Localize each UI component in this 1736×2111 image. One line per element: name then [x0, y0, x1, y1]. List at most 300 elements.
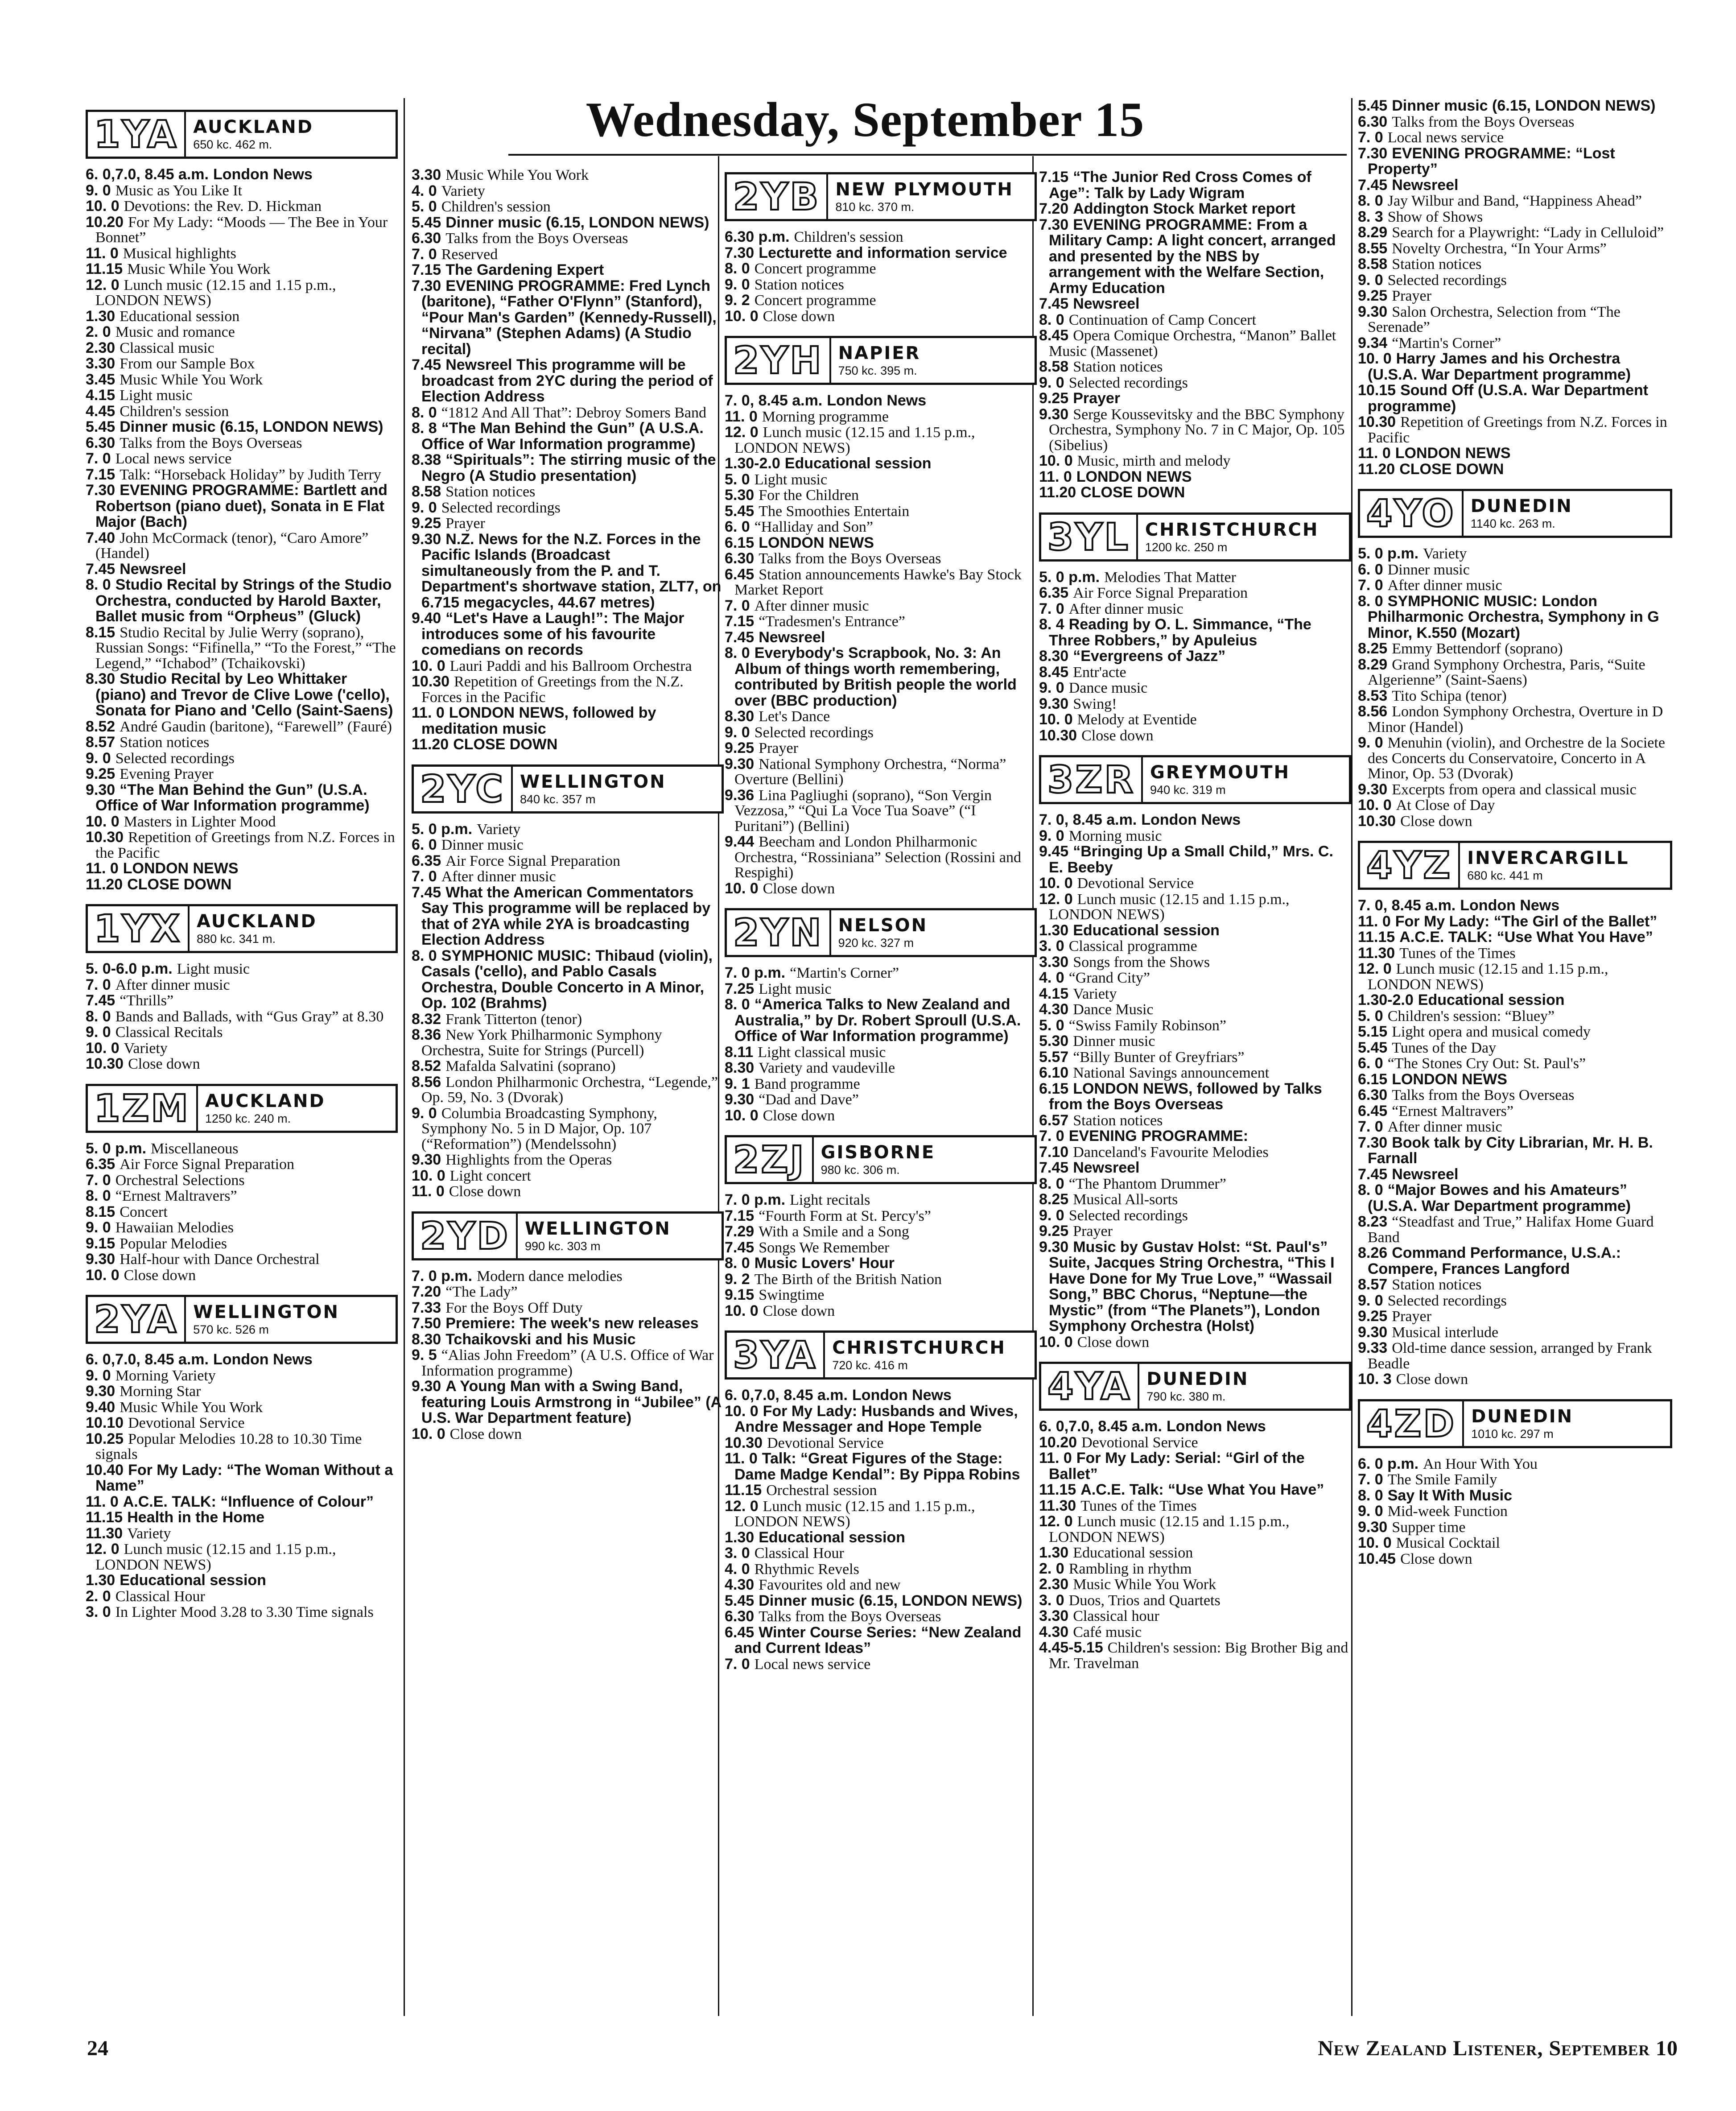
station-callsign: 3ZR [1041, 757, 1143, 802]
programme-item [1358, 335, 1672, 351]
programme-item [1358, 797, 1672, 814]
station-frequency: 1200 kc. 250 m [1145, 540, 1228, 554]
programme-item [1358, 462, 1672, 478]
programme-title: Newsreel [1392, 176, 1459, 194]
programme-item [725, 1045, 1037, 1061]
programme-time: 10. 0 [86, 1266, 120, 1284]
programme-title: “The Man Behind the Gun” (A U.S.A. Office of War Information programme) [421, 420, 704, 453]
programme-title: Station notices [1392, 256, 1482, 273]
programme-title: Orchestral session [766, 1482, 877, 1499]
programme-title: Musical All-sorts [1073, 1191, 1178, 1208]
programme-item [86, 1173, 398, 1189]
station-city: AUCKLAND [205, 1091, 326, 1111]
programme-title: Newsreel [120, 560, 186, 578]
programme-item [412, 737, 724, 753]
programme-time: 11. 0 [412, 704, 445, 721]
programme-time: 10.45 [1358, 1550, 1396, 1567]
programme-time: 10. 0 [1358, 1534, 1392, 1551]
programme-title: Lauri Paddi and his Ballroom Orchestra [449, 657, 692, 674]
programme-item [725, 229, 1037, 245]
programme-time: 7.20 [412, 1283, 441, 1300]
programme-title: Reserved [441, 246, 498, 263]
programme-title: Tunes of the Times [1399, 945, 1516, 962]
programme-title: Dinner music (6.15, LONDON NEWS) [445, 214, 709, 231]
programme-title: LONDON NEWS [1395, 445, 1511, 462]
programme-item [86, 340, 398, 356]
station-frequency: 570 kc. 526 m [193, 1323, 269, 1336]
programme-time: 7.30 [412, 277, 441, 294]
station-callsign: 1YX [88, 906, 190, 951]
programme-item [412, 705, 724, 737]
programme-item [725, 1545, 1037, 1562]
station-city: DUNEDIN [1470, 496, 1573, 516]
programme-time: 9. 2 [725, 1270, 750, 1288]
programme-title: Music Lovers' Hour [754, 1255, 895, 1272]
programme-item [1358, 1504, 1672, 1520]
programme-title: Melody at Eventide [1077, 711, 1197, 728]
programme-time: 7. 0 [1039, 1128, 1064, 1144]
programme-item [725, 1303, 1037, 1319]
programme-title: Prayer [1073, 1223, 1113, 1239]
programme-title: Modern dance melodies [477, 1268, 623, 1285]
programme-title: Lunch music (12.15 and 1.15 p.m., LONDON NEWS) [734, 1498, 975, 1530]
programme-time: 7.30 [1039, 216, 1069, 233]
programme-title: Children's session [120, 403, 229, 420]
station-info [1138, 515, 1349, 559]
programme-time: 9.25 [412, 515, 441, 532]
programme-item [86, 277, 398, 309]
programme-item [725, 834, 1037, 881]
programme-time: 9.15 [86, 1235, 115, 1252]
station-info [186, 1297, 396, 1342]
programme-time: 8. 0 [725, 644, 750, 661]
programme-time: 10.30 [1358, 812, 1396, 830]
station-info [814, 1137, 1035, 1182]
programme-time: 9. 0 [86, 1367, 111, 1384]
programme-time: 11.20 [412, 736, 449, 753]
programme-time: 5.30 [1039, 1033, 1069, 1049]
programme-item [1358, 209, 1672, 225]
programme-time: 8.25 [1358, 640, 1388, 657]
programme-item [1358, 1277, 1672, 1293]
programme-time: 7. 0 [1039, 600, 1064, 617]
programme-time: 6.45 [725, 1624, 755, 1641]
programme-item [86, 577, 398, 625]
programme-time: 9. 0 [412, 499, 437, 516]
programme-item [412, 658, 724, 674]
station-frequency: 840 kc. 357 m [520, 792, 596, 806]
programme-time: 9.30 [86, 1251, 115, 1268]
programme-time: 10. 0 [725, 1107, 759, 1124]
programme-title: Music as You Like It [115, 182, 243, 199]
programme-time: 10. 0 [725, 880, 759, 897]
programme-time: 6.35 [86, 1156, 115, 1173]
programme-time: 9.44 [725, 833, 755, 850]
programme-title: Light music [759, 980, 832, 997]
programme-title: Station announcements Hawke's Bay Stock Market Report [734, 566, 1022, 598]
programme-title: Variety [477, 821, 521, 838]
programme-item [86, 1368, 398, 1384]
programme-title: Favourites old and new [759, 1577, 901, 1593]
programme-title: Music, mirth and melody [1077, 453, 1231, 469]
programme-title: Local news service [115, 450, 232, 467]
programme-time: 8. 0 [86, 576, 111, 593]
station-callsign: 4YO [1360, 491, 1464, 536]
programme-title: Close down [1400, 1550, 1472, 1567]
programme-title: Melodies That Matter [1104, 569, 1236, 586]
programme-time: 11.20 [86, 876, 123, 893]
programme-time: 8.52 [412, 1058, 441, 1074]
programme-time: 9.36 [725, 786, 755, 804]
programme-item [725, 504, 1037, 520]
programme-item [725, 1609, 1037, 1625]
station-4ya-continued [1358, 98, 1672, 477]
programme-item [725, 261, 1037, 277]
programme-title: Let's Dance [759, 708, 830, 725]
programme-item [412, 532, 724, 611]
programme-time: 6. 0,7.0, 8.45 a.m. [86, 166, 209, 183]
programme-title: A.C.E. TALK: “Influence of Colour” [123, 1493, 374, 1510]
programme-title: Novelty Orchestra, “In Your Arms” [1392, 240, 1607, 257]
programme-item [725, 519, 1037, 535]
programme-title: Sound Off (U.S.A. War Department programme) [1368, 382, 1649, 415]
programme-item [725, 487, 1037, 504]
programme-item [412, 1347, 724, 1379]
programme-title: Station notices [1392, 1277, 1482, 1293]
programme-time: 10.30 [86, 829, 124, 846]
programme-item [86, 1415, 398, 1431]
programme-item [1039, 1160, 1351, 1176]
programme-title: Light music [177, 961, 250, 977]
programme-item [1358, 1520, 1672, 1536]
programme-time: 7.15 [725, 1207, 755, 1224]
programme-time: 1.30-2.0 [1358, 991, 1414, 1008]
programme-item [412, 167, 724, 183]
programme-title: Tchaikovski and his Music [445, 1330, 636, 1348]
programme-time: 3.45 [86, 371, 115, 388]
programme-item [1358, 304, 1672, 335]
programme-item [1039, 1018, 1351, 1034]
programme-time: 10. 0 [1358, 350, 1392, 367]
programme-title: Beecham and London Philharmonic Orchestra, “Rossiniana” Selection (Rossini and Respighi) [734, 834, 1022, 881]
programme-title: “Ernest Maltravers” [1392, 1103, 1514, 1120]
station-header [1039, 755, 1351, 804]
programme-title: Prayer [1392, 1308, 1431, 1325]
programme-item [1039, 649, 1351, 665]
programme-time: 1.30 [1039, 1544, 1069, 1561]
programme-item [1358, 1245, 1672, 1277]
programme-title: Close down [449, 1183, 521, 1200]
station-callsign: 4YA [1041, 1364, 1139, 1409]
programme-time: 4.30 [1039, 1001, 1069, 1018]
programme-time: 11.30 [1039, 1497, 1076, 1514]
programme-item [1358, 98, 1672, 114]
programme-item [86, 861, 398, 877]
programme-title: Harry James and his Orchestra (U.S.A. War Department programme) [1368, 350, 1631, 383]
station-city: WELLINGTON [525, 1218, 671, 1239]
programme-title: Air Force Signal Preparation [1073, 585, 1248, 601]
programme-time: 7.30 [1358, 1134, 1388, 1151]
programme-time: 6. 0 [1358, 1055, 1383, 1072]
programme-item [1358, 657, 1672, 688]
programme-time: 8.25 [1039, 1191, 1069, 1208]
programme-time: 7.45 [1358, 176, 1388, 194]
station-frequency: 980 kc. 306 m. [821, 1163, 900, 1177]
programme-title: Bands and Ballads, with “Gus Gray” at 8.30 [115, 1008, 384, 1025]
programme-item [86, 1025, 398, 1041]
programme-time: 9.30 [1039, 405, 1069, 423]
programme-time: 6. 0 p.m. [1358, 1455, 1419, 1472]
programme-time: 10. 0 [1039, 452, 1073, 469]
programme-time: 7.30 [86, 482, 115, 499]
station-header [412, 764, 724, 814]
programme-title: Variety and vaudeville [759, 1060, 895, 1076]
programme-item [1358, 1024, 1672, 1040]
programme-title: Selected recordings [1068, 374, 1188, 391]
programme-item [1358, 1535, 1672, 1551]
programme-time: 6.57 [1039, 1111, 1069, 1129]
station-frequency: 920 kc. 327 m [838, 936, 914, 950]
programme-item [86, 246, 398, 262]
programme-title: “Ernest Maltravers” [115, 1188, 237, 1204]
programme-time: 11. 0 [725, 1450, 758, 1467]
programme-time: 11. 0 [412, 1183, 445, 1200]
programme-title: Winter Course Series: “New Zealand and Current Ideas” [734, 1624, 1022, 1657]
programme-item [1039, 1608, 1351, 1624]
programme-item [1358, 1040, 1672, 1056]
programme-title: Devotional Service [1077, 875, 1194, 892]
programme-item [1358, 1488, 1672, 1504]
programme-item [1358, 1056, 1672, 1072]
programme-title: Children's session: “Bluey” [1387, 1008, 1555, 1025]
programme-title: Addington Stock Market report [1073, 200, 1295, 217]
programme-item [1039, 1049, 1351, 1066]
programme-item [412, 885, 724, 948]
programme-item [1039, 923, 1351, 939]
station-frequency: 1010 kc. 297 m [1471, 1427, 1554, 1441]
station-frequency: 990 kc. 303 m [525, 1239, 601, 1253]
programme-time: 7.15 [1039, 169, 1069, 186]
programme-title: Classical programme [1068, 938, 1197, 954]
programme-time: 10.10 [86, 1414, 124, 1431]
station-frequency: 810 kc. 370 m. [835, 200, 915, 214]
programme-time: 7. 0 [725, 597, 750, 614]
programme-time: 11.15 [86, 260, 123, 277]
programme-time: 10. 0 [412, 657, 445, 674]
programme-item [725, 1562, 1037, 1578]
station-2ya-continued [412, 167, 724, 753]
programme-time: 7.10 [1039, 1143, 1069, 1161]
programme-item [86, 404, 398, 420]
station-city: NEW PLYMOUTH [835, 179, 1014, 200]
programme-item [1039, 169, 1351, 201]
programme-time: 10.30 [412, 673, 450, 690]
programme-time: 11. 0 [1358, 913, 1391, 930]
programme-item [86, 1541, 398, 1573]
station-3yl [1039, 512, 1351, 744]
programme-title: Studio Recital by Strings of the Studio Orchestra, conducted by Harold Baxter, Ballet music from “Orpheus” (Gluck) [95, 576, 392, 625]
column-4 [1039, 169, 1351, 1671]
programme-item [1358, 1182, 1672, 1214]
programme-time: 9. 0 [86, 1024, 111, 1041]
programme-item [412, 1332, 724, 1348]
programme-time: 10.25 [86, 1430, 124, 1447]
programme-title: LONDON NEWS [1076, 468, 1192, 485]
programme-title: Variety [124, 1040, 168, 1057]
programme-time: 9.30 [1358, 1323, 1388, 1341]
programme-item [725, 1208, 1037, 1224]
station-city: GISBORNE [821, 1142, 936, 1163]
programme-title: Salon Orchestra, Selection from “The Serenade” [1368, 303, 1621, 335]
programme-title: Variety [1423, 545, 1467, 562]
station-1zm [86, 1084, 398, 1284]
programme-item [412, 853, 724, 869]
programme-title: Lecturette and information service [759, 244, 1007, 261]
programme-item [1039, 391, 1351, 407]
station-frequency: 1250 kc. 240 m. [205, 1111, 291, 1125]
programme-item [86, 372, 398, 388]
programme-item [86, 467, 398, 483]
programme-title: After dinner music [115, 976, 230, 993]
programme-item [1039, 1561, 1351, 1577]
programme-item [86, 735, 398, 751]
programme-time: 5. 0-6.0 p.m. [86, 960, 173, 977]
programme-item [1039, 1334, 1351, 1351]
programme-time: 8.36 [412, 1026, 441, 1043]
programme-time: 5. 0 [412, 198, 437, 215]
programme-item [1358, 814, 1672, 830]
programme-item [1358, 114, 1672, 130]
station-callsign: 2YD [414, 1214, 518, 1258]
programme-title: Menuhin (violin), and Orchestre de la Societe des Concerts du Conservatoire, Concerto in A Minor, Op. 53 (Dvorak) [1368, 735, 1665, 782]
programme-time: 9.25 [1358, 287, 1388, 304]
programme-time: 7. 0 [1358, 577, 1383, 594]
programme-item [1039, 617, 1351, 649]
programme-time: 8. 0 [86, 1187, 111, 1204]
station-info [1143, 757, 1349, 802]
station-callsign: 2YA [88, 1297, 186, 1342]
programme-title: Close down [763, 880, 835, 897]
programme-title: Miscellaneous [151, 1140, 239, 1157]
programme-time: 4. 0 [725, 1560, 750, 1578]
programme-item [412, 357, 724, 405]
programme-time: 8. 0 [725, 260, 750, 277]
programme-time: 5. 0 p.m. [86, 1140, 147, 1157]
programme-time: 9.25 [86, 765, 115, 782]
programme-title: Mid-week Function [1387, 1503, 1508, 1520]
programme-time: 6.30 [725, 1608, 755, 1625]
programme-time: 7.50 [412, 1315, 441, 1332]
programme-time: 8.58 [412, 483, 441, 500]
programme-time: 9. 0 [1039, 1206, 1064, 1224]
programme-item [1039, 201, 1351, 217]
programme-item [1039, 485, 1351, 501]
station-header [1039, 1362, 1351, 1411]
station-city: GREYMOUTH [1150, 762, 1291, 783]
programme-item [1358, 546, 1672, 562]
programme-item [725, 1593, 1037, 1609]
programme-item [1039, 712, 1351, 728]
programme-title: Talk: “Great Figures of the Stage: Dame Madge Kendal”: By Pippa Robins [734, 1450, 1020, 1483]
programme-title: Educational session [120, 1572, 266, 1589]
programme-time: 3.30 [1039, 1607, 1069, 1624]
programme-item [725, 309, 1037, 325]
programme-title: Tunes of the Times [1080, 1497, 1197, 1514]
station-city: CHRISTCHURCH [832, 1338, 1006, 1358]
programme-time: 7.45 [1358, 1165, 1388, 1183]
programme-item [412, 1074, 724, 1106]
programme-item [725, 1499, 1037, 1530]
programme-item [1039, 407, 1351, 454]
station-header [86, 110, 398, 159]
programme-title: Talks from the Boys Overseas [759, 1608, 941, 1625]
station-info [186, 112, 396, 157]
programme-item [86, 167, 398, 183]
programme-title: Lunch music (12.15 and 1.15 p.m., LONDON NEWS) [1049, 1513, 1290, 1545]
station-frequency: 940 kc. 319 m [1150, 783, 1226, 797]
programme-title: Masters in Lighter Mood [124, 813, 276, 830]
programme-title: Songs from the Shows [1073, 954, 1210, 971]
programme-time: 2. 0 [1039, 1560, 1064, 1577]
column-1 [86, 98, 398, 1620]
programme-time: 8.26 [1358, 1244, 1388, 1261]
station-callsign: 2YN [727, 910, 831, 955]
programme-time: 11. 0 [86, 860, 119, 877]
programme-time: 6.35 [1039, 584, 1069, 601]
station-info [1464, 1401, 1670, 1446]
programme-time: 8. 4 [1039, 616, 1064, 633]
programme-item [86, 1384, 398, 1400]
programme-item [86, 198, 398, 215]
programme-time: 9.30 [412, 1378, 441, 1395]
programme-time: 8.52 [86, 718, 115, 735]
programme-item [1039, 1577, 1351, 1593]
programme-time: 5.45 [725, 502, 755, 520]
programme-item [86, 877, 398, 893]
programme-item [1039, 1593, 1351, 1609]
programme-item [725, 1388, 1037, 1404]
programme-title: Rhythmic Revels [754, 1561, 859, 1578]
programme-time: 9. 0 [1358, 1292, 1383, 1309]
programme-time: 5.15 [1358, 1023, 1388, 1040]
programme-time: 9.30 [725, 755, 755, 773]
programme-item [1358, 914, 1672, 930]
programme-item [1039, 696, 1351, 712]
programme-time: 10. 0 [1358, 797, 1392, 814]
programme-item [1039, 938, 1351, 954]
programme-title: Variety [127, 1525, 171, 1542]
publication-footer: New Zealand Listener, September 10 [1318, 2037, 1678, 2060]
programme-time: 7. 0 [86, 976, 111, 993]
programme-title: In Lighter Mood 3.28 to 3.30 Time signals [115, 1604, 374, 1620]
station-city: CHRISTCHURCH [1145, 519, 1319, 540]
programme-item [412, 837, 724, 853]
station-4zd [1358, 1399, 1672, 1567]
programme-time: 10. 0 [86, 198, 120, 215]
programme-title: Morning Star [120, 1383, 201, 1400]
programme-item [1039, 1514, 1351, 1545]
programme-item [1039, 570, 1351, 586]
programme-title: At Close of Day [1396, 797, 1495, 814]
programme-item [1039, 375, 1351, 391]
station-header [725, 908, 1037, 957]
programme-time: 4.45 [86, 402, 115, 420]
programme-time: 10. 0 [1039, 1333, 1073, 1351]
programme-time: 5. 0 p.m. [412, 820, 473, 838]
programme-time: 5. 0 [1358, 1007, 1383, 1025]
programme-time: 10. 0 [725, 1402, 759, 1420]
programme-time: 9.30 [86, 781, 115, 798]
